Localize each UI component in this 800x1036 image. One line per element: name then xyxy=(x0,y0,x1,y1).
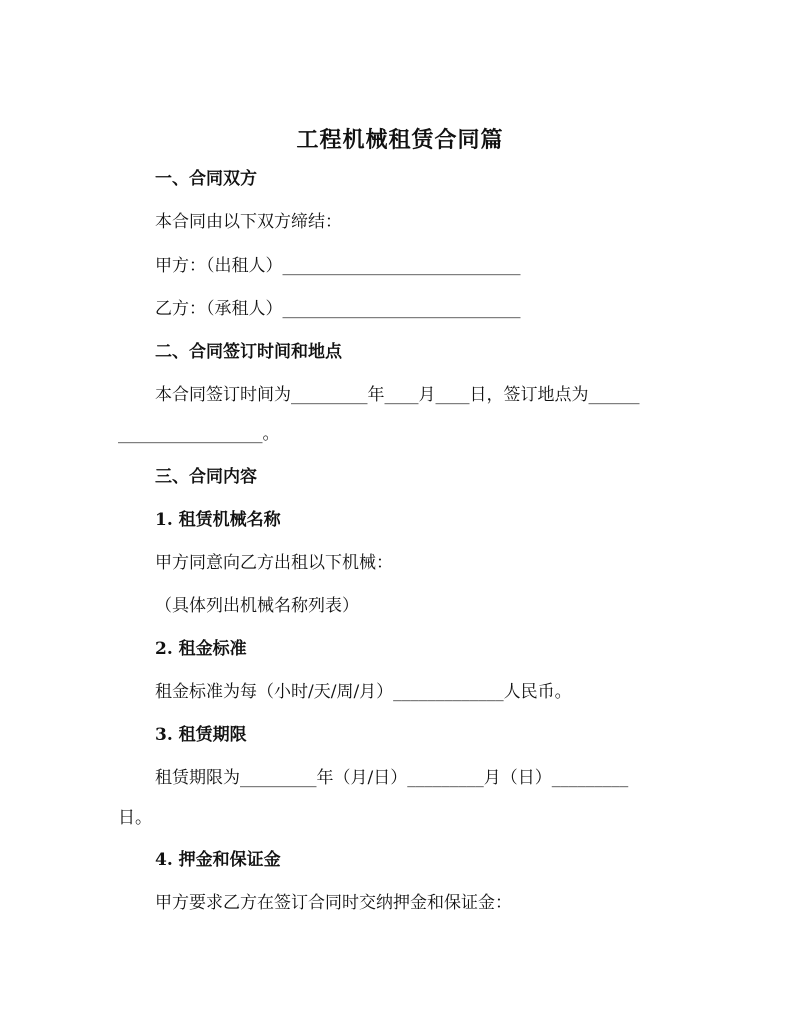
signing-place-line: _________________。 xyxy=(118,424,280,444)
section-heading-parties: 一、合同双方 xyxy=(155,169,257,189)
party-a-line: 甲方：（出租人）____________________________ xyxy=(155,256,521,276)
paragraph-intro: 本合同由以下双方缔结： xyxy=(155,212,342,232)
party-b-line: 乙方：（承租人）____________________________ xyxy=(155,299,521,319)
subheading-deposit: 4. 押金和保证金 xyxy=(155,850,281,870)
signing-date-line: 本合同签订时间为_________年____月____日，签订地点为______ xyxy=(155,385,640,405)
paragraph-deposit: 甲方要求乙方在签订合同时交纳押金和保证金： xyxy=(155,893,512,913)
paragraph-machine-list: （具体列出机械名称列表） xyxy=(155,596,359,616)
paragraph-lease-term-cont: 日。 xyxy=(118,808,152,828)
subheading-lease-term: 3. 租赁期限 xyxy=(155,725,247,745)
section-heading-content: 三、合同内容 xyxy=(155,467,257,487)
subheading-machine-name: 1. 租赁机械名称 xyxy=(155,510,281,530)
document-title: 工程机械租赁合同篇 xyxy=(296,127,504,153)
paragraph-machine-offer: 甲方同意向乙方出租以下机械： xyxy=(155,553,393,573)
section-heading-signing: 二、合同签订时间和地点 xyxy=(155,342,342,362)
paragraph-rent-standard: 租金标准为每（小时/天/周/月）_____________人民币。 xyxy=(155,682,572,702)
subheading-rent-standard: 2. 租金标准 xyxy=(155,639,247,659)
paragraph-lease-term: 租赁期限为_________年（月/日）_________月（日）_________ xyxy=(155,768,629,788)
